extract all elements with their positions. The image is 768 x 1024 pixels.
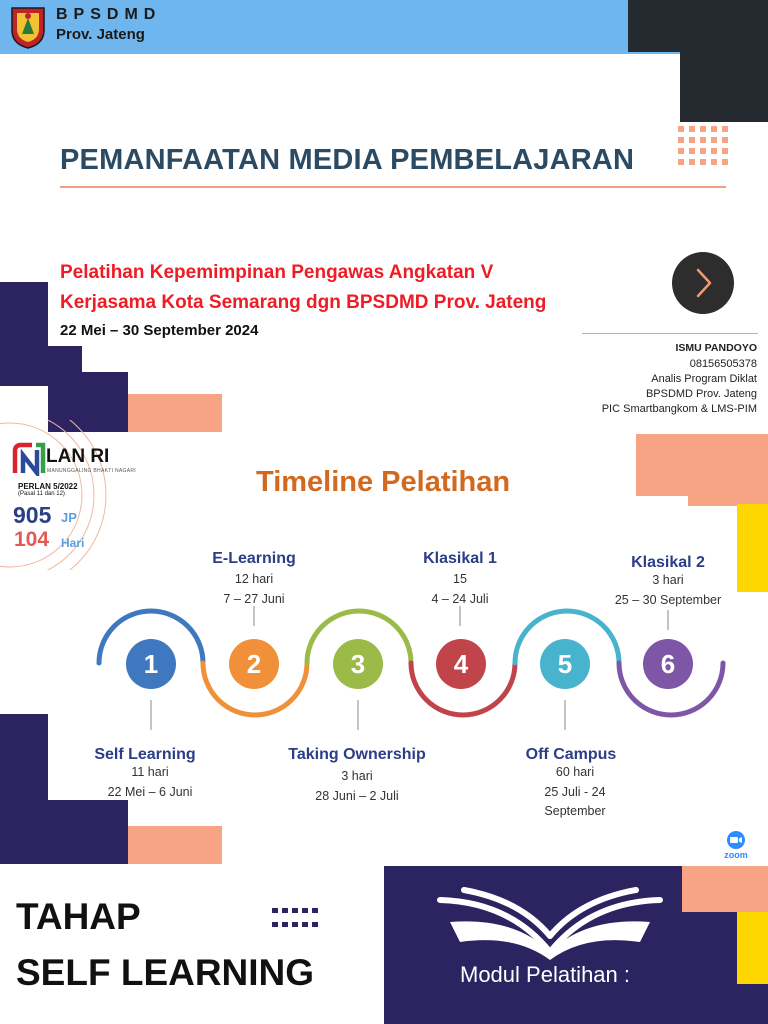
stage-4-name: Klasikal 1 — [423, 550, 497, 567]
decor-yellow-block — [737, 912, 768, 984]
decor-dark-block — [680, 52, 768, 122]
training-name: Pelatihan Kepemimpinan Pengawas Angkatan V — [60, 262, 494, 283]
days-unit: Hari — [61, 536, 85, 550]
stage-2-dates: 7 – 27 Juni — [223, 592, 285, 606]
brand-name: BPSDMD — [56, 6, 162, 23]
stage-1-dates: 22 Mei – 6 Juni — [107, 785, 193, 799]
stage-5-dates-cont: September — [544, 804, 606, 818]
contact-role: Analis Program Diklat — [651, 373, 757, 385]
stage-1-marker — [126, 639, 176, 689]
decor-salmon-block — [636, 434, 768, 496]
stage-3-duration: 3 hari — [341, 769, 373, 783]
stage-1-number: 1 — [143, 648, 159, 679]
regulation-detail: (Pasal 11 dan 12) — [18, 491, 65, 497]
stage-6-marker — [643, 639, 693, 689]
stage-6-name: Klasikal 2 — [631, 554, 705, 571]
stage-3-marker — [333, 639, 383, 689]
brand-region: Prov. Jateng — [56, 26, 145, 43]
timeline-title: Timeline Pelatihan — [256, 466, 511, 498]
stage-4-number: 4 — [453, 648, 469, 679]
open-book-icon — [420, 872, 680, 962]
stage-2-number: 2 — [246, 648, 262, 679]
stage-2-name: E-Learning — [212, 550, 296, 567]
chevron-right-icon — [690, 268, 718, 298]
days-value: 104 — [14, 528, 50, 551]
jp-unit: JP — [61, 510, 77, 525]
decor-dark-block — [732, 0, 768, 52]
stage-2-duration: 12 hari — [234, 572, 274, 586]
stage-3-name: Taking Ownership — [288, 746, 426, 763]
stage-4-dates: 4 – 24 Juli — [431, 592, 489, 606]
stage-2-marker — [229, 639, 279, 689]
contact-name: ISMU PANDOYO — [675, 342, 757, 354]
stage-5-marker — [540, 639, 590, 689]
zoom-label: zoom — [724, 850, 748, 860]
stage-4-marker — [436, 639, 486, 689]
stage-heading-line1: TAHAP — [16, 896, 141, 937]
decor-navy-block — [48, 800, 128, 864]
lan-ri-logo-icon — [12, 442, 46, 476]
stage-6-dates: 25 – 30 September — [614, 593, 722, 607]
training-dates: 22 Mei – 30 September 2024 — [60, 322, 259, 339]
jateng-emblem-icon — [8, 4, 48, 50]
page-title: PEMANFAATAN MEDIA PEMBELAJARAN — [60, 144, 635, 176]
decor-dark-block — [628, 0, 732, 52]
stage-5-dates: 25 Juli - 24 — [544, 785, 606, 799]
stage-5-name: Off Campus — [525, 746, 617, 763]
contact-org: BPSDMD Prov. Jateng — [645, 388, 757, 400]
modul-label: Modul Pelatihan : — [460, 962, 630, 987]
stage-6-number: 6 — [660, 648, 676, 679]
contact-divider — [582, 333, 758, 334]
jp-value: 905 — [13, 502, 52, 528]
stage-1-duration: 11 hari — [131, 765, 169, 779]
stage-3-dates: 28 Juni – 2 Juli — [315, 789, 399, 803]
contact-pic: PIC Smartbangkom & LMS-PIM — [601, 403, 757, 415]
decor-dots — [272, 908, 320, 932]
contact-phone: 08156505378 — [689, 358, 757, 370]
decor-dots — [678, 126, 728, 176]
decor-yellow-block — [737, 504, 768, 592]
next-button[interactable] — [672, 252, 734, 314]
stage-1-name: Self Learning — [94, 746, 196, 763]
stage-6-duration: 3 hari — [652, 573, 684, 587]
stage-heading-line2: SELF LEARNING — [16, 952, 315, 993]
stage-5-duration: 60 hari — [555, 765, 595, 779]
lan-ri-text: LAN RI — [46, 446, 110, 467]
training-partnership: Kerjasama Kota Semarang dgn BPSDMD Prov. Jateng — [60, 292, 547, 313]
lan-ri-motto: MANUNGGALING BHAKTI NAGARI — [47, 468, 136, 474]
decor-navy-block — [0, 714, 48, 864]
stage-4-duration: 15 — [453, 572, 467, 586]
title-underline — [60, 186, 726, 188]
stage-5-number: 5 — [557, 648, 573, 679]
decor-salmon-block — [682, 866, 768, 912]
stage-3-number: 3 — [350, 648, 366, 679]
regulation-label: PERLAN 5/2022 — [18, 482, 78, 491]
decor-salmon-block — [128, 826, 222, 864]
